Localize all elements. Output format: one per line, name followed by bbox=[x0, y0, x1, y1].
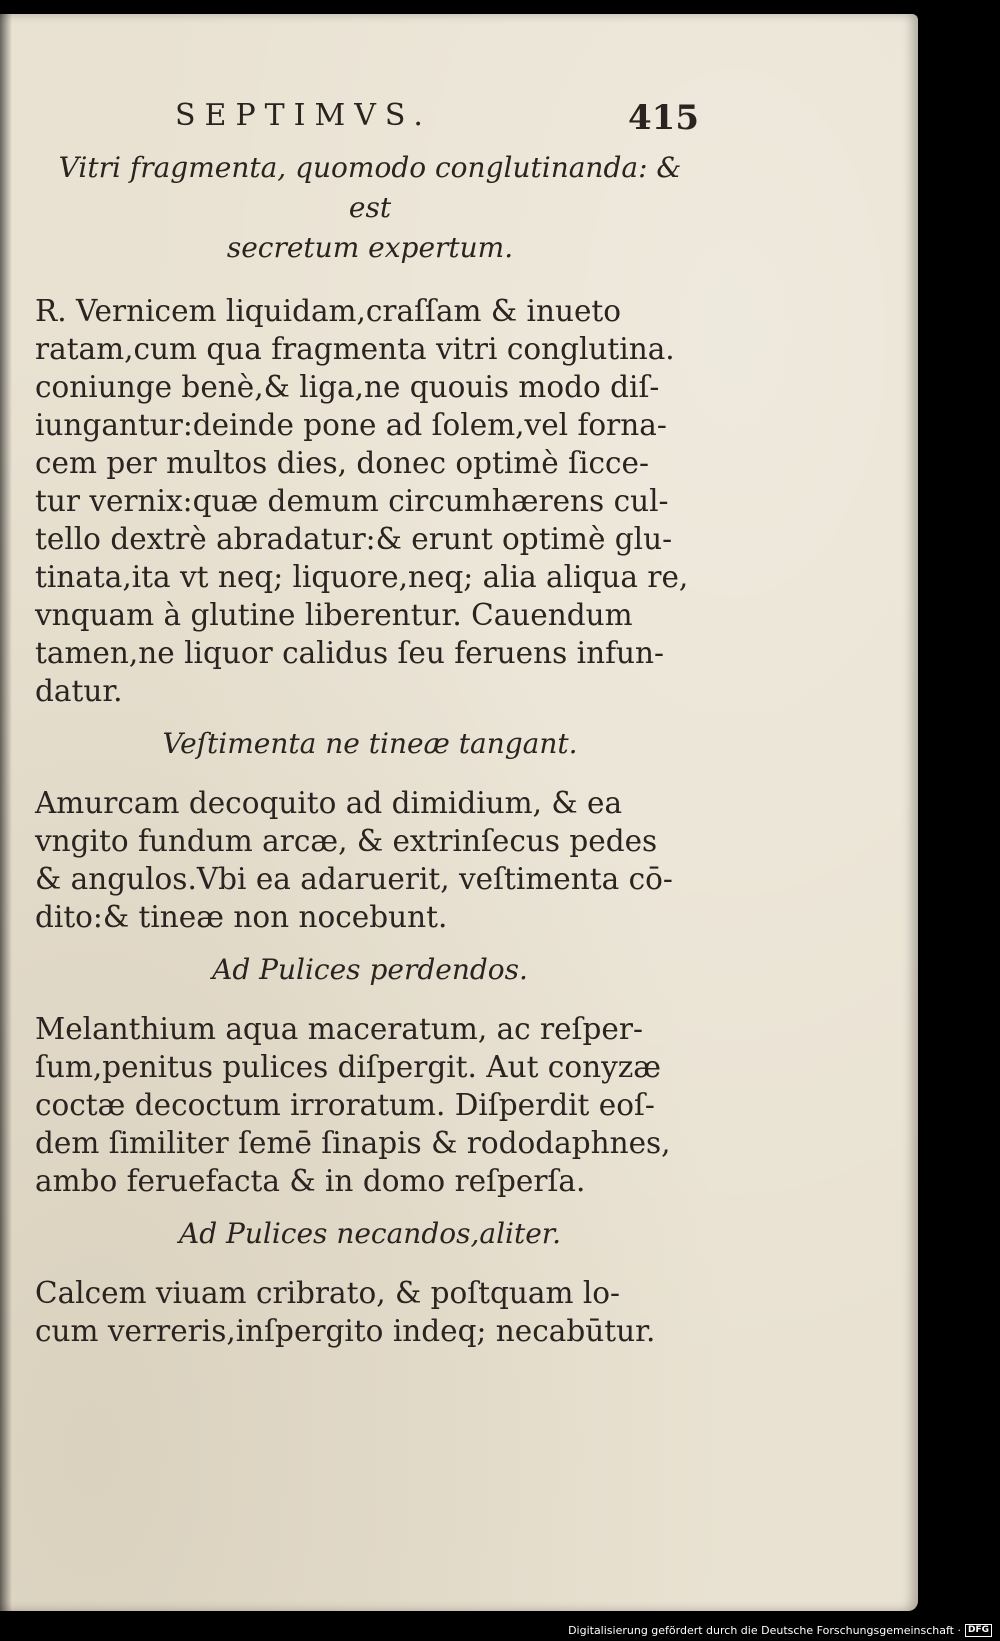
page-number: 415 bbox=[628, 98, 699, 138]
section-heading: Ad Pulices necandos,aliter. bbox=[178, 1217, 562, 1250]
text-line: & angulos.Vbi ea adaruerit, veſtimenta cō- bbox=[35, 862, 673, 896]
text-line: dem ſimiliter ſemē ſinapis & rododaphnes, bbox=[35, 1126, 671, 1160]
text-line: ambo feruefacta & in domo reſperſa. bbox=[35, 1164, 586, 1198]
text-line: Melanthium aqua maceratum, ac reſper- bbox=[35, 1012, 643, 1046]
text-line: cum verreris,inſpergito indeq; necabūtur. bbox=[35, 1314, 656, 1348]
section-heading: Ad Pulices perdendos. bbox=[212, 953, 528, 986]
running-head: SEPTIMVS. bbox=[175, 98, 432, 133]
text-line: ratam,cum qua fragmenta vitri conglutina. bbox=[35, 332, 675, 366]
text-line: coniunge benè,& liga,ne quouis modo diſ- bbox=[35, 370, 660, 404]
text-line: tello dextrè abradatur:& erunt optimè glu- bbox=[35, 522, 673, 556]
dfg-logo-icon: DFG bbox=[965, 1624, 992, 1637]
text-line: iungantur:deinde pone ad ſolem,vel forna- bbox=[35, 408, 667, 442]
text-line: vngito fundum arcæ, & extrinſecus pedes bbox=[35, 824, 658, 858]
text-line: tinata,ita vt neq; liquore,neq; alia aliqua re, bbox=[35, 560, 689, 594]
section-heading-line: secretum expertum. bbox=[226, 231, 514, 264]
text-line: dito:& tineæ non nocebunt. bbox=[35, 900, 448, 934]
section-fleas-other bbox=[35, 1214, 705, 1350]
section-glass-fragments bbox=[35, 148, 705, 710]
text-line: tamen,ne liquor calidus ſeu feruens infun- bbox=[35, 636, 664, 670]
text-line: R. Vernicem liquidam,craſſam & inueto bbox=[35, 294, 622, 328]
section-moths bbox=[35, 724, 705, 936]
section-heading: Veſtimenta ne tineæ tangant. bbox=[162, 727, 578, 760]
text-line: datur. bbox=[35, 674, 123, 708]
page-gutter-shadow bbox=[0, 14, 12, 1611]
text-line: cem per multos dies, donec optimè ſicce- bbox=[35, 446, 649, 480]
text-block bbox=[35, 148, 705, 1350]
text-line: Amurcam decoquito ad dimidium, & ea bbox=[35, 786, 623, 820]
book-page bbox=[0, 14, 918, 1611]
digitization-credit bbox=[568, 1624, 992, 1637]
text-line: ſum,penitus pulices diſpergit. Aut conyzæ bbox=[35, 1050, 662, 1084]
text-line: vnquam à glutine liberentur. Cauendum bbox=[35, 598, 633, 632]
text-line: Calcem viuam cribrato, & poſtquam lo- bbox=[35, 1276, 621, 1310]
credit-text: Digitalisierung gefördert durch die Deutsche Forschungsgemeinschaft · bbox=[568, 1624, 961, 1637]
text-line: tur vernix:quæ demum circumhærens cul- bbox=[35, 484, 669, 518]
section-fleas bbox=[35, 950, 705, 1200]
spacer bbox=[35, 268, 705, 292]
section-heading-line: Vitri fragmenta, quomodo conglutinanda: & est bbox=[58, 151, 682, 224]
text-line: coctæ decoctum irroratum. Diſperdit eoſ- bbox=[35, 1088, 655, 1122]
